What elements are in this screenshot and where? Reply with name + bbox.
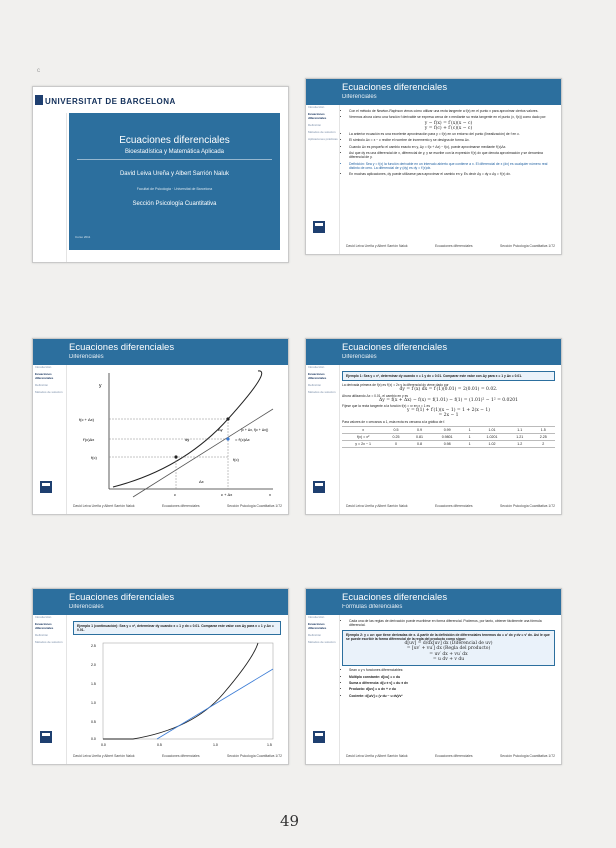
sidebar-item: Introducción <box>308 105 325 109</box>
presentation-date: Curso 2011 <box>75 235 91 239</box>
sidebar-item-current: Ecuaciones diferenciales <box>308 622 327 630</box>
footer-authors: David Leiva Ureña y Albert Sarrión Naluk <box>73 504 135 508</box>
table-cell: f(x) = x² <box>342 434 384 441</box>
footer-topic: Ecuaciones diferenciales <box>162 504 200 508</box>
footer-topic: Ecuaciones diferenciales <box>162 754 200 758</box>
presentation-subtitle: Bioestadística y Matemática Aplicada <box>124 149 225 155</box>
slide-title: Ecuaciones diferenciales <box>342 82 448 93</box>
university-logo-icon <box>312 480 326 494</box>
table-cell: 0 <box>384 441 407 448</box>
label-c-plus-dx: c + Δx <box>221 492 233 497</box>
footer-topic: Ecuaciones diferenciales <box>435 754 473 758</box>
bullet: • Con el método de Newton-Raphson vimos cómo utilizar una recta tangente a f(x) en el punto x para aproximar ciertos valores. <box>349 109 555 113</box>
table-cell: 1.2 <box>508 441 531 448</box>
label-fcdx: f(c + Δx) <box>79 417 95 422</box>
equation: y = f(1) + f′(1)(x − 1) = 1 + 2(x − 1) <box>407 408 490 414</box>
equation: = uv′ dx + vu′ dx <box>429 651 468 657</box>
university-logo-icon <box>39 480 53 494</box>
equation: y − f(x) = f′(x)(x − c) <box>424 120 473 126</box>
y-tick: 2.0 <box>91 663 96 667</box>
corner-mark: c <box>37 68 40 74</box>
table-row <box>342 426 555 433</box>
table-cell: 2.25 <box>531 434 555 441</box>
sidebar-item: Métodos de solución <box>308 130 336 134</box>
slide-sidebar <box>33 615 67 764</box>
tangent-line <box>157 669 273 739</box>
sidebar-item: Métodos de solución <box>308 390 336 394</box>
rule-item: • Producto: d[uv] = u dv + v du <box>349 687 555 691</box>
bullet: • La anterior ecuación es una excelente aproximación para y = f(x) en un entorno del punto (linealización) de f en c. <box>349 132 555 136</box>
table-cell: 0.8 <box>408 441 431 448</box>
slide-title: Ecuaciones diferenciales <box>342 592 448 603</box>
rule-item: • Suma o diferencia: d[u ± v] = du ± dv <box>349 681 555 685</box>
table-cell: 1.0201 <box>476 434 508 441</box>
example-text: Ejemplo 2: y = uv: que tiene derivadas de x. A partir de la definición de diferenciales tenemos du = u′ dx y dv = v′ dx. Así le que se puede escribir la forma diferencial de la regla del producto como sigue: <box>346 632 550 641</box>
slide-subtitle: Diferenciales <box>342 354 377 360</box>
table-cell: 1 <box>463 434 476 441</box>
x-tick: 0.0 <box>101 743 106 747</box>
bullet: • Así que dy es una diferencial de x, diferencial de y, y se escribe con la expresión f′(x) dx que denota aproximación y se denomina diferencial de y. <box>349 151 555 160</box>
slide-footer <box>73 754 282 760</box>
table-cell: 0.9801 <box>431 434 463 441</box>
slide-footer <box>73 504 282 510</box>
slide-footer <box>346 244 555 250</box>
sidebar-item: Introducción <box>35 615 52 619</box>
footer-topic: Ecuaciones diferenciales <box>435 504 473 508</box>
equation: = [uv′ + vu′] dx (Regla del producto) <box>406 646 491 652</box>
table-cell: 1.1 <box>508 426 531 433</box>
table-cell: 0.9 <box>408 426 431 433</box>
slide-header <box>306 589 561 615</box>
step-text: Fíjese que la recta tangente a la función f(x) = x² en x = 1 es <box>342 404 430 409</box>
example-box: Ejemplo 1: Sea y = x², determinar dy cuando x = 1 y dx = 0.01. Comparar este valor con Δy para x = 1 y Δx = 0.01. <box>342 371 555 381</box>
presentation-authors: David Leiva Ureña y Albert Sarrión Naluk <box>119 171 230 177</box>
footer-authors: David Leiva Ureña y Albert Sarrión Naluk <box>346 504 408 508</box>
point-cdx <box>226 417 229 420</box>
sidebar-item-current: Ecuaciones diferenciales <box>308 112 327 120</box>
sidebar-item: Introducción <box>308 615 325 619</box>
sidebar-item: Métodos de solución <box>35 640 63 644</box>
step-text: Para valores de x cercanos a 1, esta recta es cercana a la gráfica de f. <box>342 419 446 424</box>
equation: = 2x − 1 <box>438 413 459 419</box>
slide-header <box>306 79 561 105</box>
label-dy: dy <box>185 437 190 442</box>
sidebar-item: Aplicaciones prácticas <box>308 137 338 141</box>
sidebar-item-current: Ecuaciones diferenciales <box>35 622 54 630</box>
table-cell: 1.21 <box>508 434 531 441</box>
x-tick: 1.0 <box>213 743 218 747</box>
university-logo-icon <box>312 220 326 234</box>
example-box <box>342 630 555 667</box>
label-fc: f(c) <box>91 455 97 460</box>
bullet: • Cuando Δx es pequeño el cambio exacto en y, Δy = f(c + Δx) − f(c), puede aproximarse mediante f′(c)Δx. <box>349 145 555 149</box>
slide-header <box>33 589 288 615</box>
bullet: • El símbolo Δx = x − c recibe el nombre de incremento y se designa de forma Δx. <box>349 138 555 142</box>
table-cell: 1 <box>463 426 476 433</box>
label-x: x <box>269 492 271 497</box>
page-number: 49 <box>280 812 300 830</box>
slide-title: Ecuaciones diferenciales <box>69 592 175 603</box>
plot-frame <box>103 643 273 739</box>
step-text: La derivada primera de f(x) es f′(x) = 2x y la diferencial dy viene dado por <box>342 383 449 388</box>
label-eq: = f′(c)Δx <box>235 437 250 442</box>
sidebar-item: Métodos de solución <box>308 640 336 644</box>
sidebar-item: Definición <box>35 383 49 387</box>
footer-section: Sección Psicología Cuantitativa 1/72 <box>226 754 282 758</box>
step-text: Ahora utilizando Δx = 0.01, el cambio en y es <box>342 393 409 398</box>
point-tangent <box>226 437 229 440</box>
y-tick: 2.5 <box>91 644 96 648</box>
slide-footer <box>346 754 555 760</box>
footer-topic: Ecuaciones diferenciales <box>435 244 473 248</box>
y-tick: 1.5 <box>91 682 96 686</box>
table-cell: 1 <box>463 441 476 448</box>
table-cell: 1.02 <box>476 441 508 448</box>
table-cell: 0.81 <box>408 434 431 441</box>
slide-footer <box>346 504 555 510</box>
slide-sidebar <box>306 615 340 764</box>
slide-subtitle: Diferenciales <box>69 354 104 360</box>
footer-section: Sección Psicología Cuantitativa 1/72 <box>499 754 555 758</box>
label-y: y <box>99 383 102 389</box>
table-cell: 0.25 <box>384 434 407 441</box>
point-c <box>174 455 177 458</box>
slide-title: Ecuaciones diferenciales <box>342 342 448 353</box>
example-box: Ejemplo 1 (continuación): Sea y = x², determinar dy cuando x = 1 y dx = 0.01. Comparar este valor con Δy para x = 1 y Δx = 0.01. <box>73 621 281 635</box>
label-c: c <box>174 492 176 497</box>
equation: Δy = f(x + Δx) − f(x) = f(1.01) − f(1) = (1.01)² − 1² = 0.0201 <box>378 397 519 403</box>
sidebar-item: Definición <box>35 633 49 637</box>
slide-ejemplo-1-grafico <box>32 588 289 765</box>
table-cell: 0.99 <box>431 426 463 433</box>
university-shield-icon <box>35 95 43 105</box>
sidebar-item-current: Ecuaciones diferenciales <box>35 372 54 380</box>
table-row <box>342 434 555 441</box>
bullet-definition: • Definición: Sea y = f(x) la función derivable en un intervalo abierto que contiene a x. El diferencial de x (dx) es cualquier número real distinto de cero. La diferencial de y (dy) es dy = f′(x)dx. <box>349 162 555 171</box>
footer-authors: David Leiva Ureña y Albert Sarrión Naluk <box>346 754 408 758</box>
bullet: • Veremos ahora cómo una función f derivable se expresa cerca de x mediante su recta tangente en el punto (x, f(x)) como dado por: <box>349 115 555 119</box>
label-fc2: f(c) <box>233 457 239 462</box>
slide-title: Ecuaciones diferenciales <box>69 342 175 353</box>
table-cell: y = 2x − 1 <box>342 441 384 448</box>
equation: dy = f′(x) dx = f′(1)(0.01) = 2(0.01) = 0.02. <box>399 387 498 393</box>
sidebar-item: Definición <box>308 383 322 387</box>
x-tick: 1.5 <box>267 743 272 747</box>
footer-section: Sección Psicología Cuantitativa 1/72 <box>226 504 282 508</box>
values-table <box>342 426 555 449</box>
label-delta-y: Δy <box>218 427 223 432</box>
slide-header <box>306 339 561 365</box>
title-panel <box>69 113 280 250</box>
equation: y = f(c) + f′(c)(x − c) <box>424 125 473 131</box>
slide-formulas-diferenciales <box>305 588 562 765</box>
equation: d[uv] = d/dx[uv] dx (Diferencial de uv) <box>404 641 493 647</box>
slide-title <box>32 86 289 263</box>
footer-authors: David Leiva Ureña y Albert Sarrión Naluk <box>346 244 408 248</box>
equation: = u dv + v du <box>432 657 465 663</box>
presentation-section: Sección Psicología Cuantitativa <box>132 201 217 207</box>
parabola-tangent-plot <box>73 639 283 749</box>
footer-section: Sección Psicología Cuantitativa 1/72 <box>499 244 555 248</box>
university-logo-icon <box>39 730 53 744</box>
table-cell: 0.98 <box>431 441 463 448</box>
table-cell: 0.5 <box>384 426 407 433</box>
table-cell: 2 <box>531 441 555 448</box>
table-row <box>342 441 555 448</box>
footer-authors: David Leiva Ureña y Albert Sarrión Naluk <box>73 754 135 758</box>
sidebar-item-current: Ecuaciones diferenciales <box>308 372 327 380</box>
slide-header <box>33 339 288 365</box>
slide-subtitle: Diferenciales <box>342 94 377 100</box>
table-cell: x <box>342 426 384 433</box>
university-name: UNIVERSITAT DE BARCELONA <box>45 97 176 106</box>
table-cell: 1.01 <box>476 426 508 433</box>
bullet: • Sean u y v funciones diferenciables: <box>349 668 555 672</box>
slide-sidebar <box>33 113 67 262</box>
rule-item: • Múltiplo constante: d[cu] = c du <box>349 675 555 679</box>
table-cell: 1.5 <box>531 426 555 433</box>
y-tick: 0.5 <box>91 720 96 724</box>
y-tick: 0.0 <box>91 737 96 741</box>
title-divider <box>77 159 272 160</box>
slide-sidebar <box>306 105 340 254</box>
label-point-cdx: (c + Δx, f(c + Δx)) <box>241 428 269 432</box>
slide-ejemplo-1 <box>305 338 562 515</box>
label-dx: Δx <box>199 479 204 484</box>
y-tick: 1.0 <box>91 701 96 705</box>
x-tick: 0.5 <box>157 743 162 747</box>
differential-diagram <box>73 369 283 499</box>
sidebar-item: Métodos de solución <box>35 390 63 394</box>
university-logo-icon <box>312 730 326 744</box>
rule-item: • Cociente: d[u/v] = (v du − u dv)/v² <box>349 694 555 698</box>
presentation-title: Ecuaciones diferenciales <box>119 135 230 146</box>
footer-section: Sección Psicología Cuantitativa 1/72 <box>499 504 555 508</box>
slide-subtitle: Fórmulas diferenciales <box>342 604 403 610</box>
bullet: • Cada una de las reglas de derivación puede escribirse en forma diferencial. Podemos, por tanto, obtener fácilmente una fórmula diferencial. <box>349 619 555 628</box>
slide-subtitle: Diferenciales <box>69 604 104 610</box>
slide-diferenciales-intro <box>305 78 562 255</box>
presentation-affiliation: Facultat de Psicologia · Universitat de Barcelona <box>136 187 213 191</box>
sidebar-item: Definición <box>308 633 322 637</box>
slide-diferenciales-grafico <box>32 338 289 515</box>
bullet: • En muchas aplicaciones, dy puede utilizarse para aproximar el cambio en y. Es decir Δy ≈ dy o Δy ≈ f′(x) dx. <box>349 172 555 176</box>
sidebar-item: Introducción <box>308 365 325 369</box>
sidebar-item: Introducción <box>35 365 52 369</box>
label-fpc: f′(c)Δx <box>83 437 95 442</box>
curve-f <box>113 371 262 487</box>
slide-sidebar <box>306 365 340 514</box>
slide-sidebar <box>33 365 67 514</box>
sidebar-item: Definición <box>308 123 322 127</box>
